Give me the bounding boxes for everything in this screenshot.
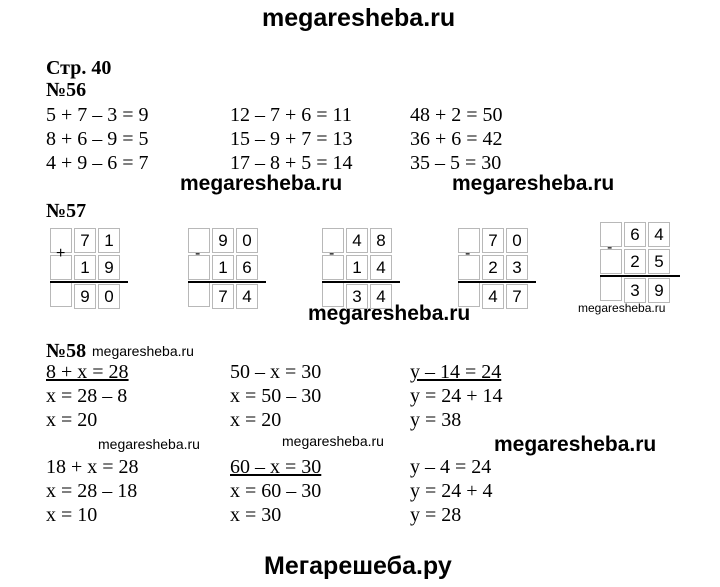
- watermark-mid-right: megaresheba.ru: [452, 172, 615, 195]
- digit: 9: [212, 228, 234, 253]
- task56-col3: [410, 104, 503, 174]
- equation: 60 – x = 30: [230, 456, 322, 478]
- digit: 4: [346, 228, 368, 253]
- digit: 7: [212, 284, 234, 309]
- equation: y = 24 + 14: [410, 385, 503, 407]
- equation: x = 30: [230, 504, 282, 526]
- equation: y – 14 = 24: [410, 361, 502, 383]
- equation: 17 – 8 + 5 = 14: [230, 152, 353, 174]
- digit: 1: [74, 255, 96, 280]
- equation: y = 28: [410, 504, 462, 526]
- digit: 1: [346, 255, 368, 280]
- task58-row2-c: [410, 456, 493, 526]
- digit: 7: [482, 228, 504, 253]
- equation: 4 + 9 – 6 = 7: [46, 152, 149, 174]
- op-cell: [458, 282, 480, 307]
- equation: x = 28 – 18: [46, 480, 138, 502]
- task56-col1: [46, 104, 149, 174]
- equation: 36 + 6 = 42: [410, 128, 503, 150]
- operator-sign: -: [465, 245, 471, 262]
- equation: 18 + x = 28: [46, 456, 139, 478]
- watermark-small-58-left: megaresheba.ru: [98, 436, 200, 452]
- watermark-center-57: megaresheba.ru: [308, 302, 471, 325]
- digit: 4: [236, 284, 258, 309]
- equation: 8 + x = 28: [46, 361, 129, 383]
- equation: 15 – 9 + 7 = 13: [230, 128, 353, 150]
- digit: 4: [370, 255, 392, 280]
- equation: 5 + 7 – 3 = 9: [46, 104, 149, 126]
- op-cell: [322, 282, 344, 307]
- task56-col2: [230, 104, 353, 174]
- digit: 4: [370, 284, 392, 309]
- difference-line: [188, 281, 266, 283]
- digit: 5: [648, 249, 670, 274]
- watermark-mid-left: megaresheba.ru: [180, 172, 343, 195]
- difference-line: [458, 281, 536, 283]
- digit: 0: [236, 228, 258, 253]
- digit: 6: [236, 255, 258, 280]
- task56-label: №56: [46, 79, 87, 101]
- digit: 7: [74, 228, 96, 253]
- digit: 3: [346, 284, 368, 309]
- difference-line: [600, 275, 680, 277]
- digit: 0: [98, 284, 120, 309]
- equation: 50 – x = 30: [230, 361, 322, 383]
- column-calc-3: [322, 228, 402, 310]
- operator-sign: -: [195, 245, 201, 262]
- digit: 3: [624, 278, 646, 303]
- op-cell: [188, 282, 210, 307]
- equation: x = 10: [46, 504, 98, 526]
- op-cell: [50, 282, 72, 307]
- watermark-top: megaresheba.ru: [262, 4, 456, 32]
- digit: 9: [98, 255, 120, 280]
- operator-sign: -: [607, 239, 613, 256]
- task58-label: №58: [46, 340, 87, 362]
- digit: 4: [482, 284, 504, 309]
- difference-line: [322, 281, 400, 283]
- digit: 8: [370, 228, 392, 253]
- task58-row1-b: [230, 361, 321, 431]
- operator-sign: +: [56, 245, 66, 262]
- task58-row1-c: [410, 361, 503, 431]
- digit: 9: [648, 278, 670, 303]
- digit: 9: [74, 284, 96, 309]
- digit: 2: [624, 249, 646, 274]
- page-label: Стр. 40: [46, 57, 112, 79]
- digit: 0: [506, 228, 528, 253]
- watermark-small-58-mid: megaresheba.ru: [282, 433, 384, 449]
- task58-row2-b: [230, 456, 321, 526]
- equation: x = 20: [230, 409, 282, 431]
- op-cell: [600, 276, 622, 301]
- digit: 1: [98, 228, 120, 253]
- equation: y = 24 + 4: [410, 480, 493, 502]
- digit: 2: [482, 255, 504, 280]
- watermark-small-58-header: megaresheba.ru: [92, 343, 194, 359]
- equation: 48 + 2 = 50: [410, 104, 503, 126]
- watermark-small-57: megaresheba.ru: [578, 301, 666, 315]
- equation: x = 20: [46, 409, 98, 431]
- digit: 1: [212, 255, 234, 280]
- column-calc-1: [50, 228, 130, 310]
- equation: x = 50 – 30: [230, 385, 322, 407]
- equation: 35 – 5 = 30: [410, 152, 502, 174]
- task58-row1-a: [46, 361, 129, 431]
- task57-label: №57: [46, 200, 87, 222]
- task58-row2-a: [46, 456, 139, 526]
- sum-line: [50, 281, 128, 283]
- digit: 4: [648, 222, 670, 247]
- equation: y = 38: [410, 409, 462, 431]
- digit: 6: [624, 222, 646, 247]
- equation: y – 4 = 24: [410, 456, 492, 478]
- column-calc-2: [188, 228, 268, 310]
- digit: 7: [506, 284, 528, 309]
- equation: x = 28 – 8: [46, 385, 128, 407]
- operator-sign: -: [329, 245, 335, 262]
- equation: 12 – 7 + 6 = 11: [230, 104, 352, 126]
- column-calc-4: [458, 228, 538, 310]
- equation: 8 + 6 – 9 = 5: [46, 128, 149, 150]
- digit: 3: [506, 255, 528, 280]
- watermark-bottom: Мегарешеба.ру: [264, 552, 452, 580]
- column-calc-5: [600, 222, 684, 304]
- watermark-right-58: megaresheba.ru: [494, 433, 657, 456]
- equation: x = 60 – 30: [230, 480, 322, 502]
